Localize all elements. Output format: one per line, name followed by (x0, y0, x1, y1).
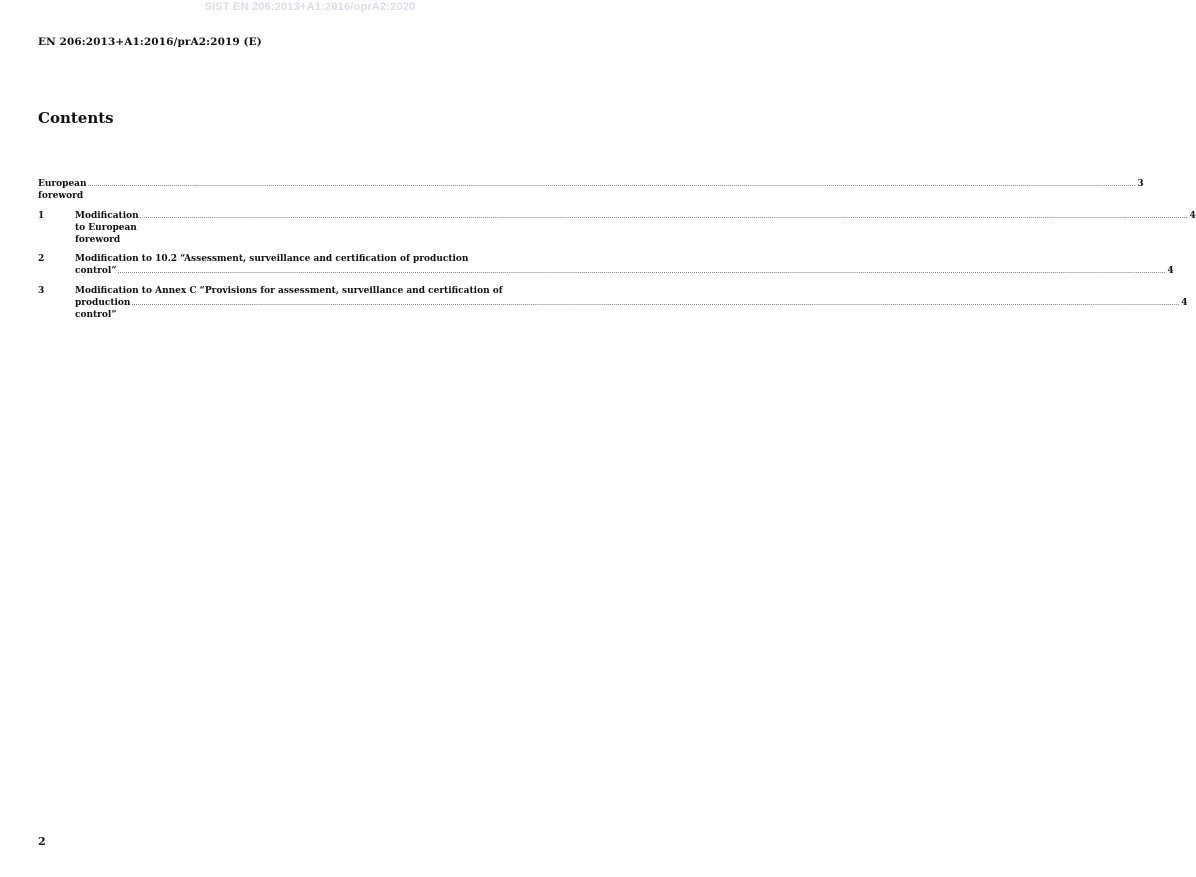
toc-entry-title: European foreword (38, 179, 87, 201)
toc-entry-title-line: Modification to Annex C “Provisions for assessment, surveillance and certification of (75, 286, 503, 296)
toc-entry-page: 3 (1137, 179, 1144, 189)
toc-entry-title: Modification to European foreword (75, 211, 139, 245)
toc-entry-3[interactable] (38, 285, 1188, 321)
watermark: SIST EN 206:2013+A1:2016/oprA2:2020 (204, 1, 416, 13)
document-identifier: EN 206:2013+A1:2016/prA2:2019 (E) (38, 36, 262, 48)
table-of-contents (38, 178, 1196, 321)
dot-leader: .......................................................................................................................................................................................................................................................................................................................................................................................................................................................................................................................................... (117, 268, 1166, 275)
toc-entry-page: 4 (1189, 211, 1196, 221)
page-number: 2 (38, 835, 46, 848)
toc-entry-european-foreword[interactable] (38, 178, 1144, 202)
dot-leader: .......................................................................................................................................................................................................................................................................................................................................................................................................................................................................................................................................... (131, 300, 1180, 307)
toc-entry-number: 1 (38, 211, 45, 221)
toc-entry-1[interactable] (38, 210, 1196, 246)
toc-entry-page: 4 (1167, 266, 1174, 276)
dot-leader: .......................................................................................................................................................................................................................................................................................................................................................................................................................................................................................................................................... (87, 181, 1136, 188)
toc-entry-number: 2 (38, 254, 45, 264)
toc-entry-page: 4 (1181, 298, 1188, 308)
toc-entry-title-line: Modification to 10.2 “Assessment, surveillance and certification of production (75, 254, 469, 264)
toc-entry-number: 3 (38, 286, 45, 296)
toc-entry-2[interactable] (38, 253, 1174, 278)
toc-entry-title-continuation: production control” (75, 298, 131, 320)
toc-entry-title-continuation: control” (75, 266, 117, 276)
contents-heading: Contents (38, 109, 114, 127)
dot-leader: .......................................................................................................................................................................................................................................................................................................................................................................................................................................................................................................................................... (139, 213, 1188, 220)
